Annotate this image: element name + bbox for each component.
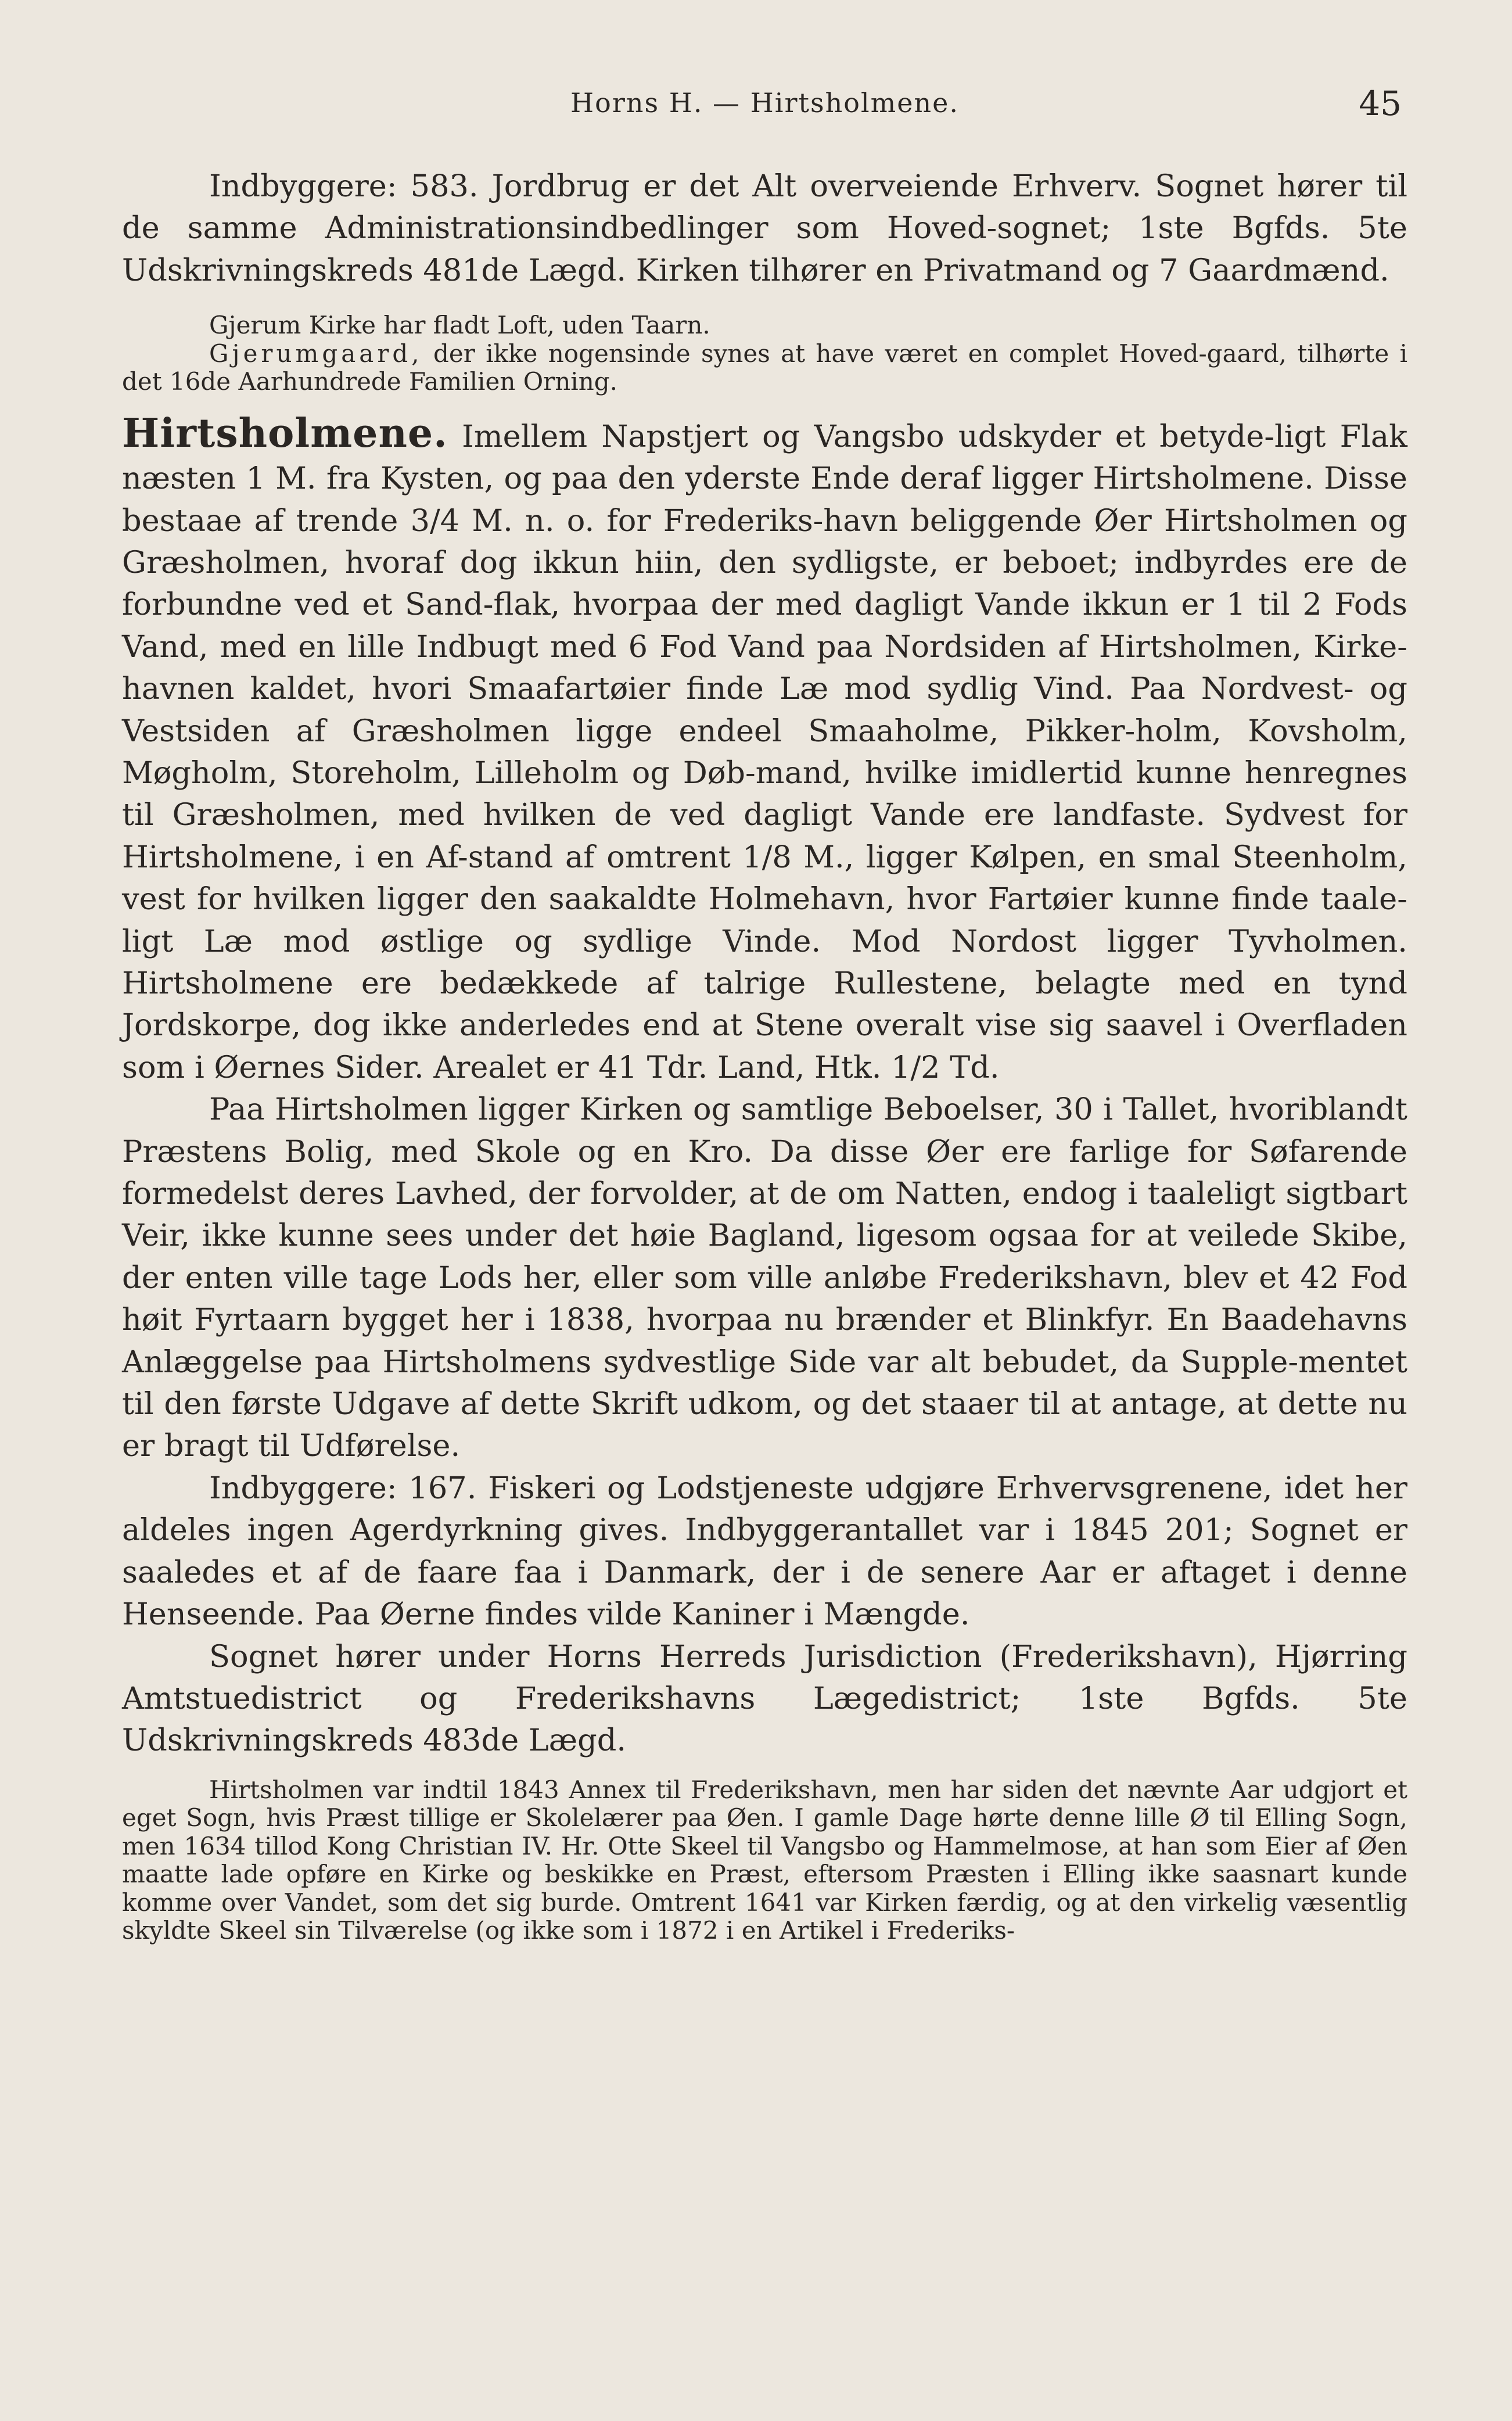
page-body: [122, 166, 1407, 1945]
page-number: 45: [1359, 84, 1402, 123]
section-heading: Hirtsholmene.: [122, 410, 448, 457]
footnote-manor-lead: Gjerumgaard,: [209, 339, 423, 368]
paragraph-population: Indbyggere: 167. Fiskeri og Lodstjeneste udgjøre Erhvervsgrenene, idet her aldeles ingen Agerdyrkning gives. Indbyggerantallet var i 1845 201; Sognet er saaledes et af de faare faa i Danmark, der i de senere Aar er aftaget i denne Henseende. Paa Øerne findes vilde Kaniner i Mængde.: [122, 1470, 1407, 1633]
paragraph-church-lighthouse: Paa Hirtsholmen ligger Kirken og samtlige Beboelser, 30 i Tallet, hvoriblandt Præstens Bolig, med Skole og en Kro. Da disse Øer ere farlige for Søfarende formedelst deres Lavhed, der forvolder, at de om Natten, endog i taaleligt sigtbart Veir, ikke kunne sees under det høie Bagland, ligesom ogsaa for at veilede Skibe, der enten ville tage Lods her, eller som ville anløbe Frederikshavn, blev et 42 Fod høit Fyrtaarn bygget her i 1838, hvorpaa nu brænder et Blinkfyr. En Baadehavns Anlæggelse paa Hirtsholmens sydvestlige Side var alt bebudet, da Supple-mentet til den første Udgave af dette Skrift udkom, og det staaer til at antage, at dette nu er bragt til Udførelse.: [122, 1092, 1407, 1464]
paragraph-jurisdiction: Sognet hører under Horns Herreds Jurisdiction (Frederikshavn), Hjørring Amtstuedistrict og Frederikshavns Lægedistrict; 1ste Bgfds. 5te Udskrivningskreds 483de Lægd.: [122, 1638, 1407, 1759]
footnote-church: Gjerum Kirke har fladt Loft, uden Taarn.: [209, 311, 710, 340]
footnote-manor-text: der ikke nogensinde synes at have været en complet Hoved-gaard, tilhørte i det 16de Aarhundrede Familien Orning.: [122, 339, 1407, 396]
running-head: [122, 84, 1407, 134]
section-intro: [122, 410, 1407, 1089]
footnote-manor: [122, 340, 1407, 396]
section-intro-text: Imellem Napstjert og Vangsbo udskyder et betyde-ligt Flak næsten 1 M. fra Kysten, og paa den yderste Ende deraf ligger Hirtsholmene. Disse bestaae af trende 3/4 M. n. o. for Frederiks-havn beliggende Øer Hirtsholmen og Græsholmen, hvoraf dog ikkun hiin, den sydligste, er beboet; indbyrdes ere de forbundne ved et Sand-flak, hvorpaa der med dagligt Vande ikkun er 1 til 2 Fods Vand, med en lille Indbugt med 6 Fod Vand paa Nordsiden af Hirtsholmen, Kirke-havnen kaldet, hvori Smaafartøier finde Læ mod sydlig Vind. Paa Nordvest- og Vestsiden af Græsholmen ligge endeel Smaaholme, Pikker-holm, Kovsholm, Møgholm, Storeholm, Lilleholm og Døb-mand, hvilke imidlertid kunne henregnes til Græsholmen, med hvilken de ved dagligt Vande ere landfaste. Sydvest for Hirtsholmene, i en Af-stand af omtrent 1/8 M., ligger Kølpen, en smal Steenholm, vest for hvilken ligger den saakaldte Holmehavn, hvor Fartøier kunne finde taale-ligt Læ mod østlige og sydlige Vinde. Mod Nordost ligger Tyvholmen. Hirtsholmene ere bedækkede af talrige Rullestene, belagte med en tynd Jordskorpe, dog ikke anderledes end at Stene overalt vise sig saavel i Overfladen som i Øernes Sider. Arealet er 41 Tdr. Land, Htk. 1/2 Td.: [122, 418, 1407, 1085]
footnote-history: Hirtsholmen var indtil 1843 Annex til Frederikshavn, men har siden det nævnte Aar udgjort et eget Sogn, hvis Præst tillige er Skolelærer paa Øen. I gamle Dage hørte denne lille Ø til Elling Sogn, men 1634 tillod Kong Christian IV. Hr. Otte Skeel til Vangsbo og Hammelmose, at han som Eier af Øen maatte lade opføre en Kirke og beskikke en Præst, eftersom Præsten i Elling ikke saasnart kunde komme over Vandet, som det sig burde. Omtrent 1641 var Kirken færdig, og at den virkelig væsentlig skyldte Skeel sin Tilværelse (og ikke som i 1872 i en Artikel i Frederiks-: [122, 1775, 1407, 1945]
paragraph-inhabitants: Indbyggere: 583. Jordbrug er det Alt overveiende Erhverv. Sognet hører til de samme Administrationsindbedlinger som Hoved-sognet; 1ste Bgfds. 5te Udskrivningskreds 481de Lægd. Kirken tilhører en Privatmand og 7 Gaardmænd.: [122, 168, 1407, 288]
running-title: Horns H. — Hirtsholmene.: [570, 87, 959, 119]
